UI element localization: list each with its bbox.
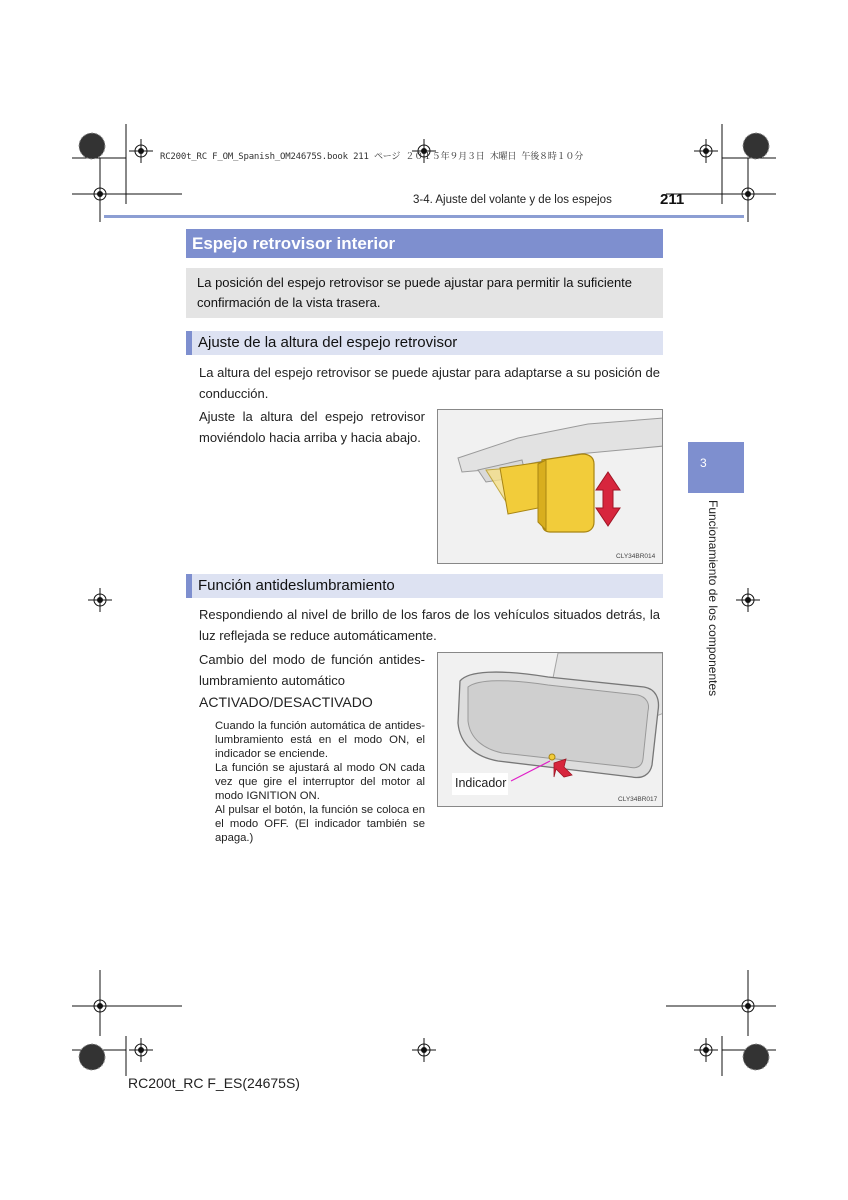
chapter-label: Funcionamiento de los componentes bbox=[706, 500, 720, 697]
section1-instruction: Ajuste la altura del espejo retrovisor moviéndolo hacia arriba y hacia abajo. bbox=[199, 409, 425, 445]
section1-paragraph: La altura del espejo retrovisor se puede ajustar para adaptarse a su posición de conducción. bbox=[199, 365, 660, 401]
header-rule bbox=[104, 215, 744, 218]
footer-code: RC200t_RC F_ES(24675S) bbox=[128, 1075, 300, 1091]
section1-title: Ajuste de la altura del espejo retrovisor bbox=[198, 334, 458, 351]
figure-code-1: CLY34BR014 bbox=[616, 553, 656, 560]
mirror-height-figure bbox=[437, 409, 663, 564]
print-header: RC200t_RC F_OM_Spanish_OM24675S.book 211 ページ ２０１５年９月３日 木曜日 午後８時１０分 bbox=[160, 152, 584, 162]
page-title: Espejo retrovisor interior bbox=[192, 234, 396, 253]
running-section-title: 3-4. Ajuste del volante y de los espejos bbox=[413, 194, 612, 206]
indicator-callout: Indicador bbox=[455, 776, 507, 790]
section2-details: Cuando la función automática de antides-lumbramiento está en el modo ON, el indicador se enciende. La función se ajustará al modo ON cada vez que gire el interruptor del motor al modo IGNITION ON. Al pulsar el botón, la función se coloca en el modo OFF. (El indicador también se apaga.) bbox=[215, 720, 425, 844]
page-number: 211 bbox=[660, 191, 685, 208]
section2-instruction: Cambio del modo de función antides-lumbramiento automático bbox=[199, 652, 425, 688]
intro-text: La posición del espejo retrovisor se puede ajustar para permitir la suficiente confirmación de la vista trasera. bbox=[197, 275, 633, 310]
mirror-height-illustration bbox=[438, 410, 663, 564]
chapter-tab bbox=[688, 442, 744, 493]
chapter-number: 3 bbox=[700, 456, 707, 470]
section2-title: Función antideslumbramiento bbox=[198, 577, 395, 594]
figure-code-2: CLY34BR017 bbox=[618, 796, 658, 803]
mode-label: ACTIVADO/DESACTIVADO bbox=[199, 694, 373, 710]
section2-paragraph: Respondiendo al nivel de brillo de los faros de los vehículos situados detrás, la luz reflejada se reduce automáticamente. bbox=[199, 607, 660, 643]
